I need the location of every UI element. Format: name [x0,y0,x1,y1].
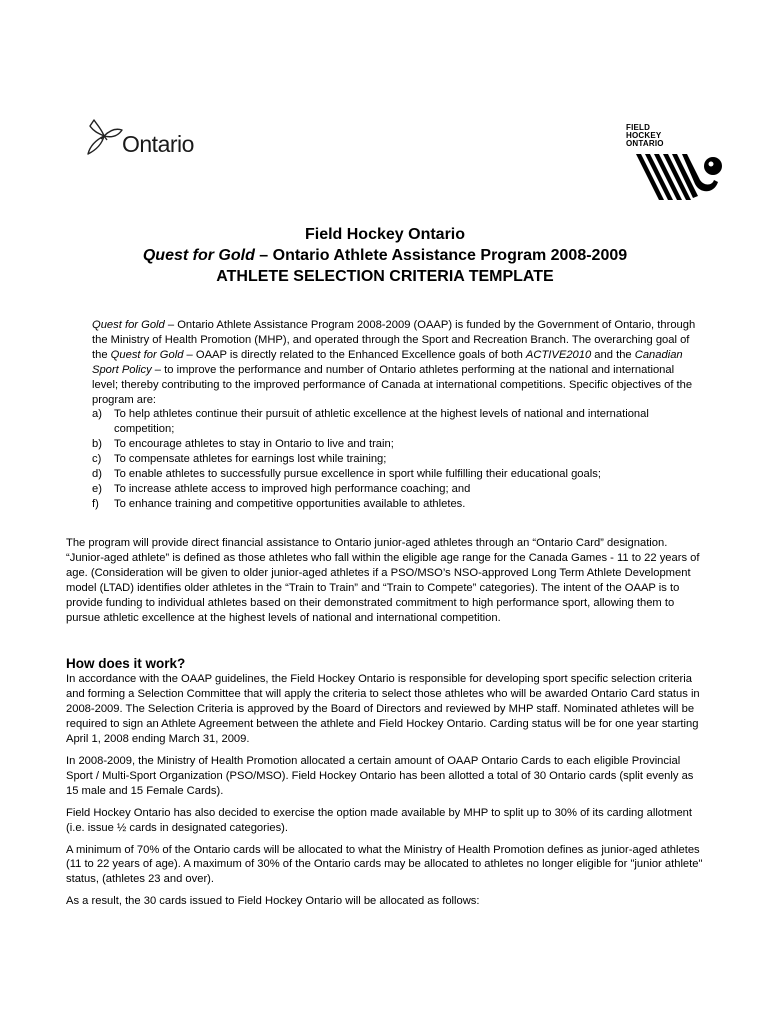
list-item: e) To increase athlete access to improved high performance coaching; and [92,482,471,495]
how-paragraph: As a result, the 30 cards issued to Field Hockey Ontario will be allocated as follows: [66,895,480,908]
how-it-works-heading: How does it work? [66,656,186,672]
list-item: b) To encourage athletes to stay in Ontario to live and train; [92,438,394,451]
document-heading: ATHLETE SELECTION CRITERIA TEMPLATE [216,268,554,285]
how-paragraph: In 2008-2009, the Ministry of Health Promotion allocated a certain amount of OAAP Ontario Cards to each eligible Provincial Sport / Multi-Sport Organization (PSO/MSO). Field Hockey Ontario has been allotted a total of 30 Ontario cards (split evenly as 15 male and 15 Female Cards). [66,754,694,797]
list-item: f) To enhance training and competitive opportunities available to athletes. [92,497,466,510]
how-paragraph: A minimum of 70% of the Ontario cards will be allocated to what the Ministry of Health Promotion defines as junior-aged athletes (11 to 22 years of age). A maximum of 30% of the Ontario cards may be allocated to athletes no longer eligible for "junior athlete" status, (athletes 23 and over). [66,843,703,886]
how-paragraph: Field Hockey Ontario has also decided to exercise the option made available by MHP to split up to 30% of its carding allotment (i.e. issue ½ cards in designated categories). [66,806,693,834]
document-title-block [40,224,730,287]
how-paragraph: In accordance with the OAAP guidelines, the Field Hockey Ontario is responsible for developing sport specific selection criteria and forming a Selection Committee that will apply the criteria to select those athletes who will be awarded Ontario Card status in 2008-2009. The Selection Criteria is approved by the Board of Directors and reviewed by MHP staff. Nominated athletes will be required to sign an Athlete Agreement between the athlete and Field Hockey Ontario. Carding status will be for one year starting April 1, 2008 ending March 31, 2009. [66,673,700,746]
program-paragraph: The program will provide direct financial assistance to Ontario junior-aged athletes through an “Ontario Card” designation. “Junior-aged athlete” is defined as those athletes who fall within the eligible age range for the Canada Games - 11 to 22 years of age. (Consideration will be given to older junior-aged athletes if a PSO/MSO’s NSO-approved Long Term Athlete Development model (LTAD) identifies older athletes in the “Train to Train” and “Train to Compete” categories). The intent of the OAAP is to provide funding to individual athletes based on their demonstrated commitment to high performance sport, allowing them to pursue athletic excellence at the highest levels of national and international competition. [66,537,700,624]
trillium-icon [84,116,124,160]
document-subtitle: Quest for Gold – Ontario Athlete Assistance Program 2008-2009 [142,247,628,264]
ontario-logo [84,116,214,164]
intro-section [92,318,696,512]
ontario-wordmark: Ontario [122,131,194,157]
list-item: a) To help athletes continue their pursuit of athletic excellence at the highest levels of national and international competition; [92,408,649,436]
field-hockey-ontario-logo [626,124,726,202]
list-item: d) To enable athletes to successfully pursue excellence in sport while fulfilling their educational goals; [92,468,601,481]
list-item: c) To compensate athletes for earnings lost while training; [92,453,387,466]
field-hockey-stick-ball-icon [634,150,726,202]
document-title: Field Hockey Ontario [304,226,466,243]
fho-logo-text: HOCKEY [626,131,662,140]
fho-logo-text: ONTARIO [626,139,664,148]
intro-paragraph: Quest for Gold – Ontario Athlete Assistance Program 2008-2009 (OAAP) is funded by the Government of Ontario, through the Ministry of Health Promotion (MHP), and operated through the Sport and Recreation Branch. The overarching goal of the Quest for Gold – OAAP is directly related to the Enhanced Excellence goals of both ACTIVE2010 and the Canadian Sport Policy – to improve the performance and number of Ontario athletes performing at the national and international level; thereby contributing to the improved performance of Canada at international competitions. Specific objectives of the program are: [92,319,696,406]
fho-logo-text: FIELD [626,123,651,132]
body-section [66,536,706,916]
objectives-list [92,407,696,511]
